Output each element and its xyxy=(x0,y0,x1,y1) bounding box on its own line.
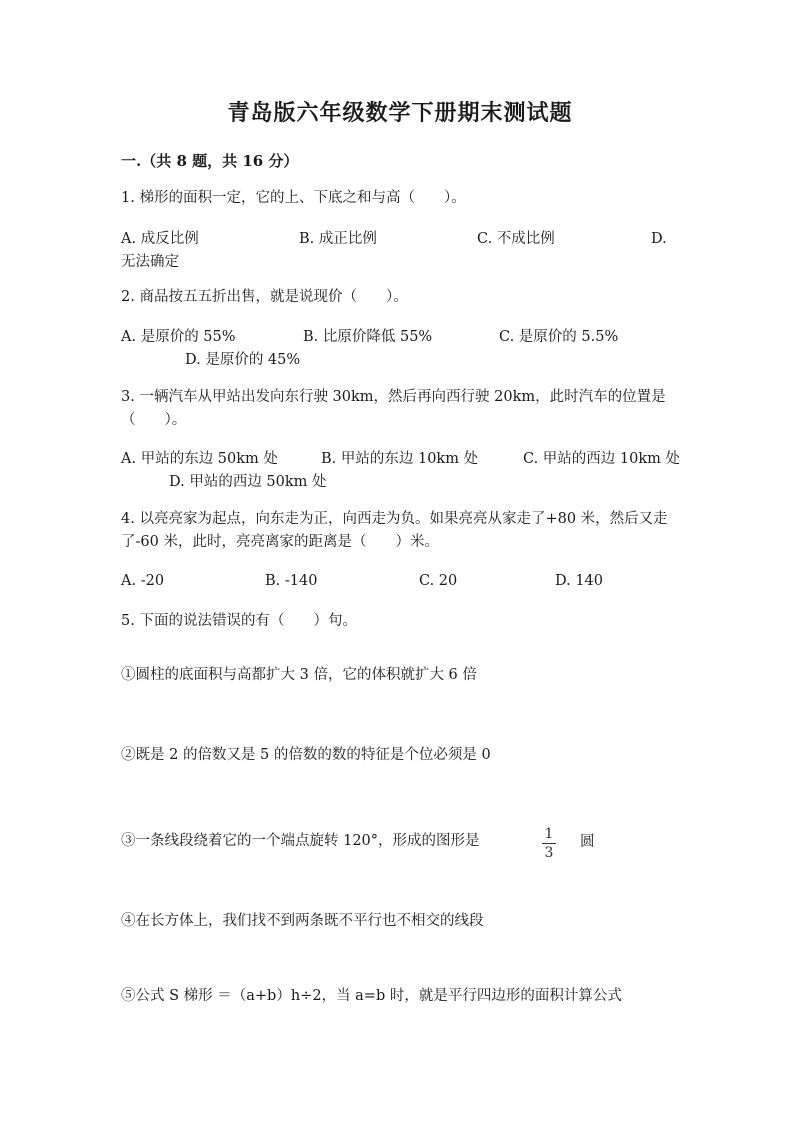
fraction-one-third xyxy=(540,826,558,861)
statement-3: ③一条线段绕着它的一个端点旋转 120°，形成的图形是 xyxy=(121,833,480,849)
question-5 xyxy=(121,610,681,633)
option-d-text: 无法确定 xyxy=(121,254,179,270)
question-3 xyxy=(121,386,681,432)
option-c: C. 20 xyxy=(419,573,458,589)
section-heading: 一.（共 8 题，共 16 分） xyxy=(121,152,299,170)
statement-5: ⑤公式 S 梯形 ＝（a+b）h÷2，当 a=b 时，就是平行四边形的面积计算公式 xyxy=(121,988,622,1004)
option-a: A. 甲站的东边 50km 处 xyxy=(121,451,278,467)
option-d: D. xyxy=(651,231,667,247)
options-q4 xyxy=(121,570,681,593)
option-d: D. 140 xyxy=(555,573,604,589)
question-2 xyxy=(121,286,681,309)
statement-1: ①圆柱的底面积与高都扩大 3 倍，它的体积就扩大 6 倍 xyxy=(121,667,477,683)
question-text: 5. 下面的说法错误的有（ ）句。 xyxy=(121,613,357,629)
option-c: C. 甲站的西边 10km 处 xyxy=(523,451,681,467)
options-q2 xyxy=(121,326,681,372)
option-b: B. 甲站的东边 10km 处 xyxy=(321,451,479,467)
statement-4: ④在长方体上，我们找不到两条既不平行也不相交的线段 xyxy=(121,913,484,929)
question-4 xyxy=(121,508,681,554)
fraction-suffix: 圆 xyxy=(580,834,595,850)
option-a: A. 成反比例 xyxy=(121,231,199,247)
question-text: 2. 商品按五五折出售，就是说现价（ ）。 xyxy=(121,289,408,305)
option-c: C. 是原价的 5.5% xyxy=(499,329,619,345)
option-b: B. 比原价降低 55% xyxy=(303,329,433,345)
statement-2: ②既是 2 的倍数又是 5 的倍数的数的特征是个位必须是 0 xyxy=(121,747,491,763)
option-b: B. 成正比例 xyxy=(299,231,377,247)
page-title: 青岛版六年级数学下册期末测试题 xyxy=(227,100,573,126)
question-text: 4. 以亮亮家为起点，向东走为正，向西走为负。如果亮亮从家走了+80 米，然后又走了-60 米，此时，亮亮离家的距离是（ ）米。 xyxy=(121,511,668,550)
option-c: C. 不成比例 xyxy=(477,231,555,247)
option-b: B. -140 xyxy=(265,573,318,589)
option-a: A. 是原价的 55% xyxy=(121,329,236,345)
options-q3 xyxy=(121,448,681,494)
fraction-bar xyxy=(542,843,556,844)
option-a: A. -20 xyxy=(121,573,165,589)
question-text: 3. 一辆汽车从甲站出发向东行驶 30km，然后再向西行驶 20km，此时汽车的位置是（ ）。 xyxy=(121,389,666,428)
option-d: D. 甲站的西边 50km 处 xyxy=(169,474,327,490)
options-q1 xyxy=(121,228,681,274)
question-text: 1. 梯形的面积一定，它的上、下底之和与高（ ）。 xyxy=(121,190,466,206)
option-d: D. 是原价的 45% xyxy=(185,352,301,368)
fraction-numerator: 1 xyxy=(544,826,554,842)
question-1 xyxy=(121,187,681,210)
fraction-denominator: 3 xyxy=(544,845,554,861)
